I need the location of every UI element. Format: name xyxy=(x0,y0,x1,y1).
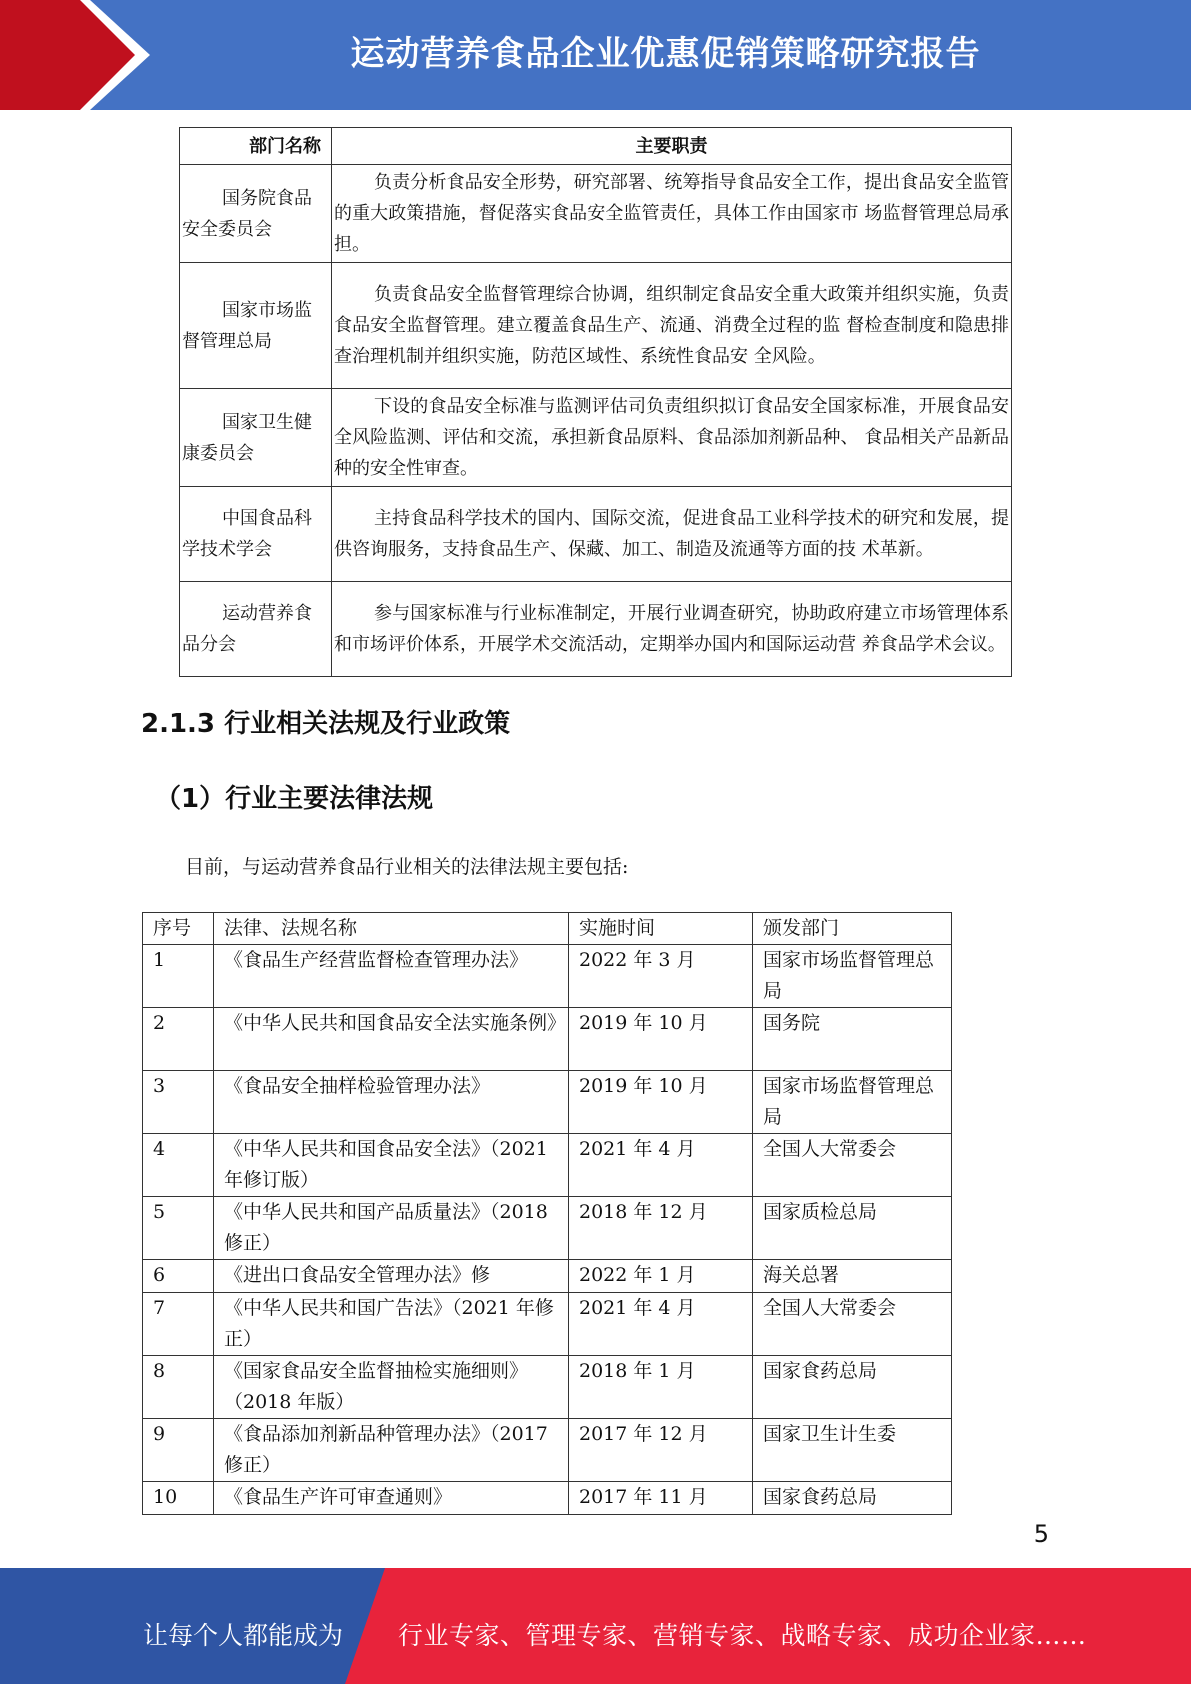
report-title: 运动营养食品企业优惠促销策略研究报告 xyxy=(350,34,981,74)
law-date: 2018 年 1 月 xyxy=(569,1356,753,1419)
law-name: 《进出口食品安全管理办法》修 xyxy=(214,1260,569,1293)
law-name: 《食品添加剂新品种管理办法》（2017 修正） xyxy=(214,1419,569,1482)
dept-duty: 负责分析食品安全形势，研究部署、统筹指导食品安全工作，提出食品安全监管的重大政策措施，督促落实食品安全监管责任，具体工作由国家市 场监督管理总局承担。 xyxy=(332,165,1012,263)
law-name: 《中华人民共和国广告法》（2021 年修正） xyxy=(214,1293,569,1356)
column-header: 实施时间 xyxy=(569,913,753,945)
law-number: 10 xyxy=(143,1482,214,1515)
table-row xyxy=(143,1071,952,1134)
dept-name: 国家卫生健 康委员会 xyxy=(180,389,332,487)
law-dept: 国家食药总局 xyxy=(753,1356,952,1419)
law-date: 2021 年 4 月 xyxy=(569,1134,753,1197)
law-number: 6 xyxy=(143,1260,214,1293)
law-dept: 国务院 xyxy=(753,1008,952,1071)
law-dept: 海关总署 xyxy=(753,1260,952,1293)
table-row xyxy=(180,389,1012,487)
column-header: 颁发部门 xyxy=(753,913,952,945)
law-date: 2017 年 12 月 xyxy=(569,1419,753,1482)
column-header: 主要职责 xyxy=(332,128,1012,165)
dept-name: 中国食品科 学技术学会 xyxy=(180,487,332,582)
column-header: 序号 xyxy=(143,913,214,945)
table-row xyxy=(143,1356,952,1419)
law-date: 2017 年 11 月 xyxy=(569,1482,753,1515)
law-dept: 国家食药总局 xyxy=(753,1482,952,1515)
law-number: 7 xyxy=(143,1293,214,1356)
table-row xyxy=(143,1482,952,1515)
law-dept: 全国人大常委会 xyxy=(753,1134,952,1197)
law-number: 3 xyxy=(143,1071,214,1134)
law-date: 2022 年 1 月 xyxy=(569,1260,753,1293)
section-heading: 2.1.3 行业相关法规及行业政策 xyxy=(141,709,511,739)
dept-name: 国务院食品 安全委员会 xyxy=(180,165,332,263)
table-row xyxy=(143,1419,952,1482)
law-dept: 国家质检总局 xyxy=(753,1197,952,1260)
law-dept: 全国人大常委会 xyxy=(753,1293,952,1356)
table-row xyxy=(143,1008,952,1071)
column-header: 部门名称 xyxy=(180,128,332,165)
table-row xyxy=(143,1134,952,1197)
table-row xyxy=(143,945,952,1008)
law-number: 2 xyxy=(143,1008,214,1071)
law-name: 《食品生产许可审查通则》 xyxy=(214,1482,569,1515)
table-header-row xyxy=(180,128,1012,165)
dept-name: 国家市场监 督管理总局 xyxy=(180,263,332,389)
law-number: 4 xyxy=(143,1134,214,1197)
table-row xyxy=(180,582,1012,677)
law-name: 《中华人民共和国食品安全法实施条例》 xyxy=(214,1008,569,1071)
law-name: 《中华人民共和国产品质量法》（2018 修正） xyxy=(214,1197,569,1260)
law-name: 《国家食品安全监督抽检实施细则》 （2018 年版） xyxy=(214,1356,569,1419)
law-name: 《食品生产经营监督检查管理办法》 xyxy=(214,945,569,1008)
law-number: 8 xyxy=(143,1356,214,1419)
law-date: 2022 年 3 月 xyxy=(569,945,753,1008)
law-dept: 国家市场监督管理总局 xyxy=(753,945,952,1008)
law-number: 5 xyxy=(143,1197,214,1260)
dept-duty: 参与国家标准与行业标准制定，开展行业调查研究，协助政府建立市场管理体系和市场评价体系，开展学术交流活动，定期举办国内和国际运动营 养食品学术会议。 xyxy=(332,582,1012,677)
law-date: 2018 年 12 月 xyxy=(569,1197,753,1260)
page-header xyxy=(0,0,1191,110)
law-date: 2019 年 10 月 xyxy=(569,1071,753,1134)
footer-slogan-left: 让每个人都能成为 xyxy=(143,1621,344,1650)
law-name: 《食品安全抽样检验管理办法》 xyxy=(214,1071,569,1134)
subsection-heading: （1）行业主要法律法规 xyxy=(155,784,434,814)
laws-table xyxy=(142,912,952,1515)
law-date: 2019 年 10 月 xyxy=(569,1008,753,1071)
footer-slogan-right: 行业专家、管理专家、营销专家、战略专家、成功企业家…… xyxy=(398,1621,1087,1650)
table-row xyxy=(180,165,1012,263)
table-header-row xyxy=(143,913,952,945)
department-table xyxy=(179,127,1012,677)
dept-duty: 主持食品科学技术的国内、国际交流，促进食品工业科学技术的研究和发展，提供咨询服务，支持食品生产、保藏、加工、制造及流通等方面的技 术革新。 xyxy=(332,487,1012,582)
law-number: 9 xyxy=(143,1419,214,1482)
table-row xyxy=(143,1197,952,1260)
intro-paragraph: 目前，与运动营养食品行业相关的法律法规主要包括: xyxy=(185,856,629,878)
table-row xyxy=(143,1293,952,1356)
dept-duty: 下设的食品安全标准与监测评估司负责组织拟订食品安全国家标准，开展食品安全风险监测、评估和交流，承担新食品原料、食品添加剂新品种、 食品相关产品新品种的安全性审查。 xyxy=(332,389,1012,487)
column-header: 法律、法规名称 xyxy=(214,913,569,945)
law-number: 1 xyxy=(143,945,214,1008)
table-row xyxy=(143,1260,952,1293)
header-arrow-decoration xyxy=(0,0,160,110)
table-row xyxy=(180,487,1012,582)
table-row xyxy=(180,263,1012,389)
dept-name: 运动营养食 品分会 xyxy=(180,582,332,677)
page-footer xyxy=(0,1568,1191,1684)
law-date: 2021 年 4 月 xyxy=(569,1293,753,1356)
law-dept: 国家卫生计生委 xyxy=(753,1419,952,1482)
law-dept: 国家市场监督管理总局 xyxy=(753,1071,952,1134)
dept-duty: 负责食品安全监督管理综合协调，组织制定食品安全重大政策并组织实施，负责食品安全监督管理。建立覆盖食品生产、流通、消费全过程的监 督检查制度和隐患排查治理机制并组织实施，防范区域性、系统性食品安 全风险。 xyxy=(332,263,1012,389)
page-number: 5 xyxy=(1033,1520,1049,1548)
law-name: 《中华人民共和国食品安全法》（2021 年修订版） xyxy=(214,1134,569,1197)
